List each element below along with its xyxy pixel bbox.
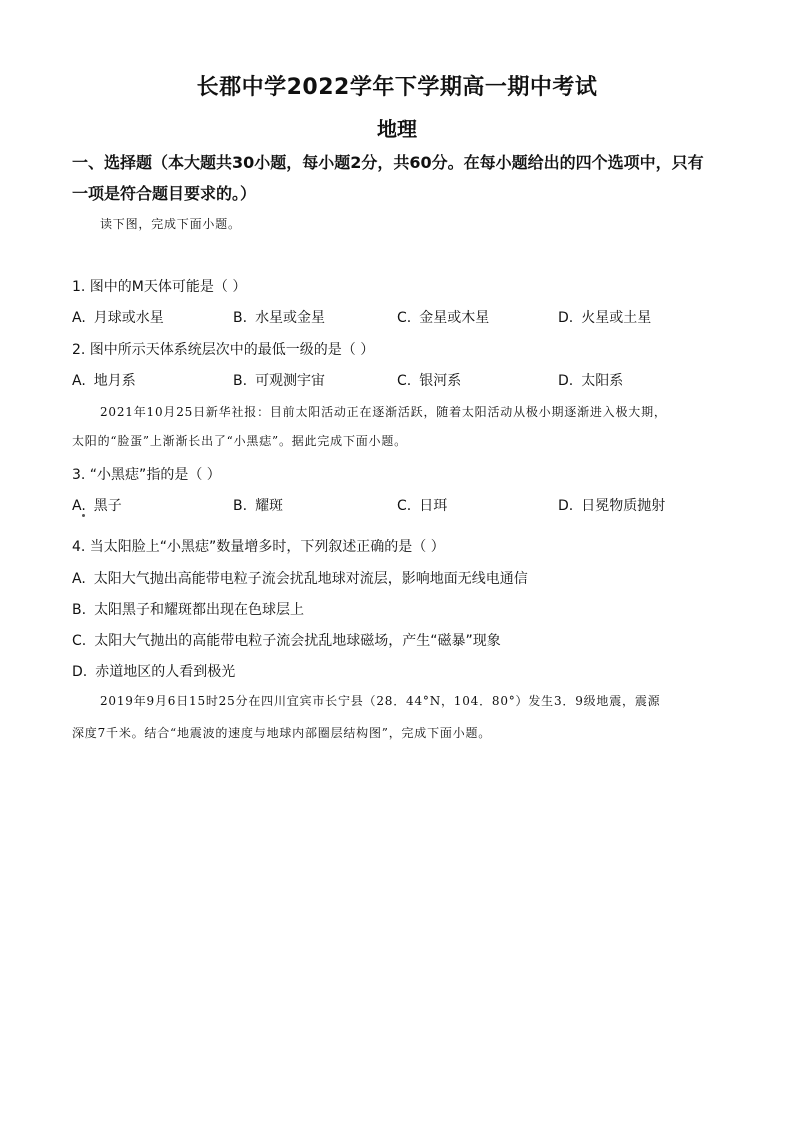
- question-3-stem: 3. “小黑痣”指的是（ ）: [72, 467, 221, 483]
- question-4-option-c: C. 太阳大气抛出的高能带电粒子流会扰乱地球磁场，产生“磁暴”现象: [72, 633, 501, 649]
- question-1-option-c: C. 金星或木星: [397, 310, 490, 326]
- question-3-option-c: C. 日珥: [397, 498, 448, 514]
- question-3-option-a: A. 黑子: [72, 498, 122, 514]
- question-4-option-b: B. 太阳黑子和耀斑都出现在色球层上: [72, 602, 305, 618]
- question-2-option-c: C. 银河系: [397, 373, 462, 389]
- exam-title: 长郡中学2022学年下学期高一期中考试: [196, 75, 598, 100]
- stray-dot-mark: [82, 514, 85, 517]
- question-2-option-b: B. 可观测宇宙: [233, 373, 326, 389]
- section-heading-line2: 一项是符合题目要求的。）: [72, 184, 257, 203]
- question-3-option-d: D. 日冕物质抛射: [558, 498, 666, 514]
- question-2-option-a: A. 地月系: [72, 373, 136, 389]
- question-4-stem: 4. 当太阳脸上“小黑痣”数量增多时，下列叙述正确的是（ ）: [72, 539, 445, 555]
- question-4-option-a: A. 太阳大气抛出高能带电粒子流会扰乱地球对流层，影响地面无线电通信: [72, 571, 528, 587]
- question-2-stem: 2. 图中所示天体系统层次中的最低一级的是（ ）: [72, 342, 375, 358]
- question-4-option-d: D. 赤道地区的人看到极光: [72, 664, 236, 680]
- section-heading-line1: 一、选择题（本大题共30小题，每小题2分，共60分。在每小题给出的四个选项中，只有: [72, 153, 704, 172]
- passage-2-line1: 2021年10月25日新华社报：目前太阳活动正在逐渐活跃，随着太阳活动从极小期逐渐进入极大期，: [100, 405, 667, 419]
- subject-title: 地理: [377, 117, 417, 141]
- passage-2-line2: 太阳的“脸蛋”上渐渐长出了“小黑痣”。据此完成下面小题。: [72, 434, 407, 448]
- intro-text: 读下图，完成下面小题。: [100, 217, 241, 231]
- question-1-option-d: D. 火星或土星: [558, 310, 652, 326]
- passage-3-line2: 深度7千米。结合“地震波的速度与地球内部圈层结构图”，完成下面小题。: [72, 726, 492, 740]
- passage-3-line1: 2019年9月6日15时25分在四川宜宾市长宁县（28．44°N，104．80°）发生3．9级地震，震源: [100, 694, 661, 708]
- question-1-option-b: B. 水星或金星: [233, 310, 326, 326]
- question-2-option-d: D. 太阳系: [558, 373, 624, 389]
- question-1-option-a: A. 月球或水星: [72, 310, 164, 326]
- question-3-option-b: B. 耀斑: [233, 498, 284, 514]
- question-1-stem: 1. 图中的M天体可能是（ ）: [72, 279, 247, 295]
